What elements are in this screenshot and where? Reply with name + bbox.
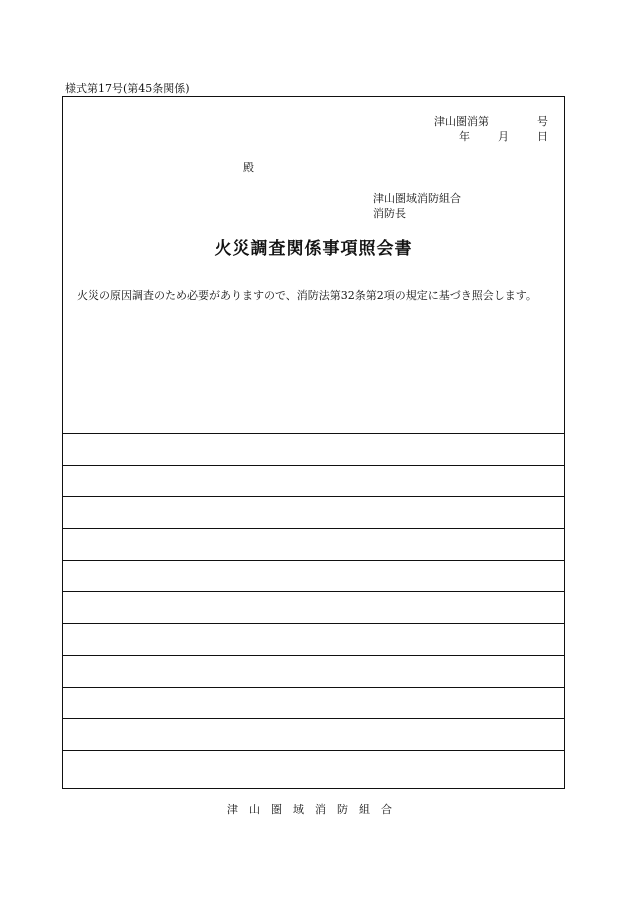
document-title: 火災調査関係事項照会書 — [214, 239, 413, 259]
date-year: 年 — [459, 130, 470, 143]
writing-line[interactable] — [63, 592, 564, 624]
number-prefix: 津山圏消第 — [434, 115, 489, 128]
date-line — [434, 129, 548, 144]
sender-position: 消防長 — [373, 207, 406, 220]
document-frame — [62, 96, 565, 789]
sender-block — [373, 191, 461, 221]
writing-line[interactable] — [63, 656, 564, 688]
document-number-block — [434, 114, 548, 144]
writing-line[interactable] — [63, 624, 564, 656]
addressee: 殿 — [243, 161, 254, 174]
form-number-label: 様式第17号(第45条関係) — [65, 82, 190, 95]
header-area — [63, 97, 564, 433]
writing-lines — [63, 433, 564, 783]
writing-line[interactable] — [63, 751, 564, 783]
date-month: 月 — [498, 130, 509, 143]
writing-line[interactable] — [63, 466, 564, 498]
writing-line[interactable] — [63, 497, 564, 529]
sender-organization: 津山圏域消防組合 — [373, 192, 461, 205]
footer-organization: 津山圏域消防組合 — [227, 803, 403, 816]
writing-line[interactable] — [63, 529, 564, 561]
date-day: 日 — [537, 130, 548, 143]
writing-line[interactable] — [63, 561, 564, 593]
writing-line[interactable] — [63, 688, 564, 720]
writing-line[interactable] — [63, 719, 564, 751]
number-suffix: 号 — [537, 115, 548, 128]
writing-line[interactable] — [63, 434, 564, 466]
body-text: 火災の原因調査のため必要がありますので、消防法第32条第2項の規定に基づき照会します。 — [77, 289, 537, 302]
